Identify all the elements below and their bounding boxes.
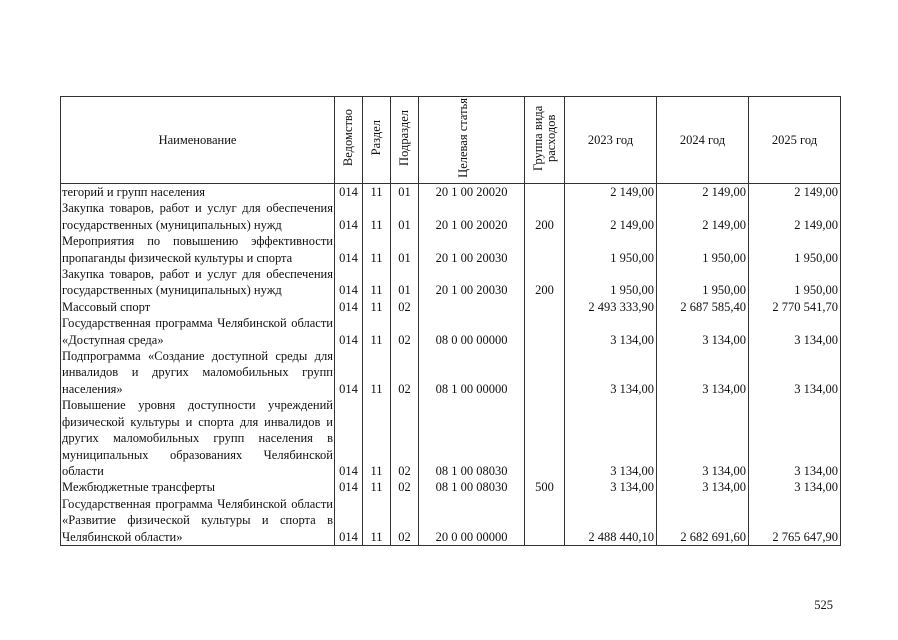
row-target (419, 299, 525, 315)
row-target: 20 1 00 20030 (419, 266, 525, 299)
row-subsection: 01 (391, 266, 419, 299)
row-name: Массовый спорт (61, 299, 335, 315)
row-expense-group: 200 (525, 266, 565, 299)
row-value-2025: 2 149,00 (749, 200, 841, 233)
row-value-2023: 3 134,00 (565, 479, 657, 495)
row-section: 11 (363, 299, 391, 315)
row-value-2025: 3 134,00 (749, 348, 841, 397)
row-section: 11 (363, 496, 391, 546)
row-value-2025: 1 950,00 (749, 266, 841, 299)
row-value-2024: 3 134,00 (657, 397, 749, 479)
header-section-text: Раздел (369, 120, 383, 156)
row-expense-group (525, 299, 565, 315)
row-expense-group (525, 233, 565, 266)
row-subsection: 02 (391, 496, 419, 546)
row-value-2025: 3 134,00 (749, 315, 841, 348)
header-subsection (391, 97, 419, 184)
row-name: Мероприятия по повышению эффективности пропаганды физической культуры и спорта (62, 234, 333, 265)
row-value-2025: 3 134,00 (749, 397, 841, 479)
header-2024: 2024 год (657, 97, 749, 184)
row-name: Закупка товаров, работ и услуг для обеспечения государственных (муниципальных) нужд (62, 267, 333, 298)
row-section: 11 (363, 397, 391, 479)
header-name: Наименование (61, 97, 335, 184)
header-2025: 2025 год (749, 97, 841, 184)
row-value-2023: 2 493 333,90 (565, 299, 657, 315)
row-value-2025: 1 950,00 (749, 233, 841, 266)
row-value-2023: 2 488 440,10 (565, 496, 657, 546)
row-target: 20 1 00 20020 (419, 184, 525, 201)
row-value-2024: 2 149,00 (657, 200, 749, 233)
row-subsection: 02 (391, 397, 419, 479)
row-value-2025: 2 770 541,70 (749, 299, 841, 315)
row-name: Повышение уровня доступности учреждений физической культуры и спорта для инвалидов и других маломобильных групп населения в муниципальных образованиях Челябинской области (62, 398, 333, 478)
row-expense-group: 500 (525, 479, 565, 495)
table-row (61, 496, 841, 546)
row-name: Подпрограмма «Создание доступной среды для инвалидов и других маломобильных групп населения» (62, 349, 333, 396)
row-value-2023: 2 149,00 (565, 184, 657, 201)
row-value-2023: 3 134,00 (565, 315, 657, 348)
row-dept: 014 (335, 184, 363, 201)
row-target: 20 1 00 20030 (419, 233, 525, 266)
row-target: 20 1 00 20020 (419, 200, 525, 233)
header-dept-text: Ведомство (341, 109, 355, 167)
row-subsection: 02 (391, 348, 419, 397)
row-dept: 014 (335, 233, 363, 266)
header-dept (335, 97, 363, 184)
row-expense-group (525, 348, 565, 397)
row-section: 11 (363, 233, 391, 266)
row-name: тегорий и групп населения (61, 184, 335, 201)
row-subsection: 02 (391, 299, 419, 315)
header-section (363, 97, 391, 184)
row-target: 08 0 00 00000 (419, 315, 525, 348)
row-dept: 014 (335, 299, 363, 315)
row-subsection: 02 (391, 315, 419, 348)
row-subsection: 01 (391, 184, 419, 201)
table-row (61, 299, 841, 315)
row-section: 11 (363, 184, 391, 201)
row-dept: 014 (335, 479, 363, 495)
table-row (61, 397, 841, 479)
table-row (61, 348, 841, 397)
row-section: 11 (363, 200, 391, 233)
header-expense-group (525, 97, 565, 184)
row-value-2024: 1 950,00 (657, 233, 749, 266)
row-target: 08 1 00 00000 (419, 348, 525, 397)
row-name: Государственная программа Челябинской области «Доступная среда» (62, 316, 333, 347)
row-value-2023: 3 134,00 (565, 348, 657, 397)
row-target: 08 1 00 08030 (419, 479, 525, 495)
row-expense-group (525, 397, 565, 479)
row-expense-group: 200 (525, 200, 565, 233)
header-target (419, 97, 525, 184)
row-value-2025: 2 765 647,90 (749, 496, 841, 546)
table-row (61, 233, 841, 266)
row-subsection: 01 (391, 233, 419, 266)
row-value-2023: 2 149,00 (565, 200, 657, 233)
row-dept: 014 (335, 266, 363, 299)
budget-table (60, 96, 841, 546)
page-number: 525 (814, 598, 833, 612)
row-expense-group (525, 496, 565, 546)
row-dept: 014 (335, 496, 363, 546)
row-value-2024: 1 950,00 (657, 266, 749, 299)
row-subsection: 01 (391, 200, 419, 233)
row-dept: 014 (335, 315, 363, 348)
row-value-2023: 3 134,00 (565, 397, 657, 479)
row-section: 11 (363, 266, 391, 299)
header-subsection-text: Подраздел (397, 109, 411, 166)
table-row (61, 184, 841, 201)
row-expense-group (525, 315, 565, 348)
row-value-2025: 2 149,00 (749, 184, 841, 201)
table-body (61, 184, 841, 546)
table-row (61, 200, 841, 233)
row-name: Межбюджетные трансферты (61, 479, 335, 495)
table-row (61, 266, 841, 299)
row-name: Закупка товаров, работ и услуг для обеспечения государственных (муниципальных) нужд (62, 201, 333, 232)
row-value-2024: 2 687 585,40 (657, 299, 749, 315)
row-section: 11 (363, 348, 391, 397)
row-name: Государственная программа Челябинской области «Развитие физической культуры и спорта в Челябинской области» (62, 496, 333, 544)
row-target: 08 1 00 08030 (419, 397, 525, 479)
row-value-2024: 2 682 691,60 (657, 496, 749, 546)
table-row (61, 315, 841, 348)
row-target: 20 0 00 00000 (419, 496, 525, 546)
row-expense-group (525, 184, 565, 201)
header-2023: 2023 год (565, 97, 657, 184)
row-dept: 014 (335, 348, 363, 397)
row-value-2024: 2 149,00 (657, 184, 749, 201)
row-value-2023: 1 950,00 (565, 233, 657, 266)
table-header (61, 97, 841, 184)
table-row (61, 479, 841, 495)
row-value-2024: 3 134,00 (657, 315, 749, 348)
header-target-text: Целевая статья (455, 97, 470, 178)
row-value-2025: 3 134,00 (749, 479, 841, 495)
header-expense-group-text: Группа вида расходов (530, 105, 558, 171)
row-section: 11 (363, 479, 391, 495)
row-value-2024: 3 134,00 (657, 479, 749, 495)
row-subsection: 02 (391, 479, 419, 495)
row-value-2023: 1 950,00 (565, 266, 657, 299)
row-dept: 014 (335, 397, 363, 479)
row-section: 11 (363, 315, 391, 348)
row-value-2024: 3 134,00 (657, 348, 749, 397)
budget-table-container (60, 96, 840, 546)
row-dept: 014 (335, 200, 363, 233)
